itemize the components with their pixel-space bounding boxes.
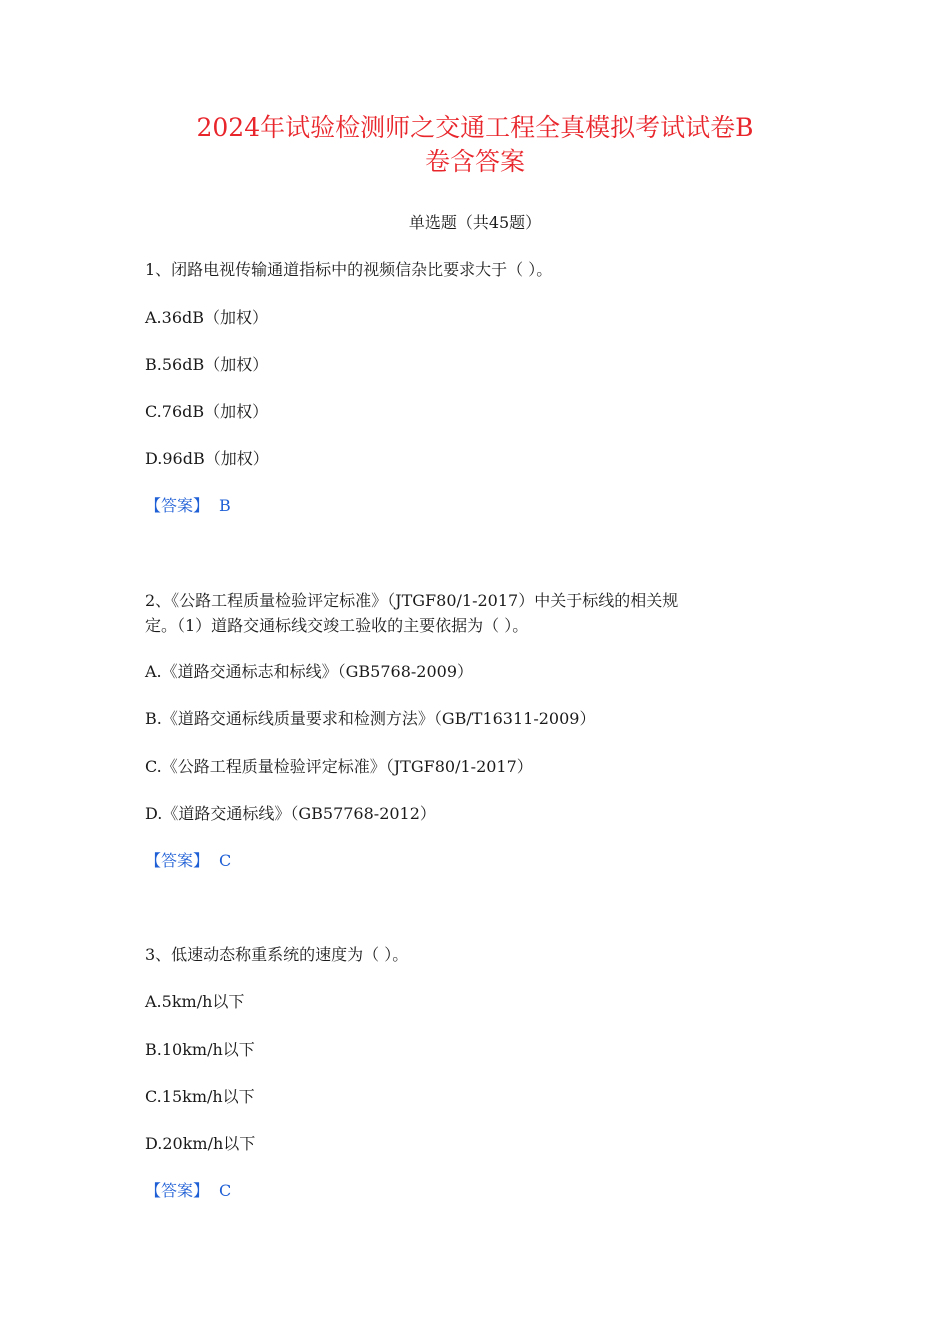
question-2-stem-line-1: 2、《公路工程质量检验评定标准》（JTGF80/1-2017）中关于标线的相关规 — [145, 591, 679, 610]
question-1-option-a: A.36dB（加权） — [145, 308, 269, 327]
answer-value: C — [219, 851, 232, 870]
question-1-option-c: C.76dB（加权） — [145, 402, 269, 421]
question-3-answer — [145, 1179, 231, 1203]
answer-value: B — [219, 496, 231, 515]
question-2-stem-line-2: 定。（1）道路交通标线交竣工验收的主要依据为（ ）。 — [145, 616, 529, 635]
question-3-option-d: D.20km/h以下 — [145, 1134, 256, 1153]
document-title-line-1: 2024年试验检测师之交通工程全真模拟考试试卷B — [196, 113, 754, 142]
answer-value: C — [219, 1181, 232, 1200]
question-3-option-a: A.5km/h以下 — [145, 992, 245, 1011]
answer-label: 【答案】 — [145, 851, 210, 870]
question-2-option-d: D.《道路交通标线》（GB57768-2012） — [145, 804, 436, 823]
document-title-line-2: 卷含答案 — [424, 147, 525, 176]
question-1-option-b: B.56dB（加权） — [145, 355, 269, 374]
question-2-option-c: C.《公路工程质量检验评定标准》（JTGF80/1-2017） — [145, 757, 533, 776]
answer-label: 【答案】 — [145, 496, 210, 515]
question-2-option-b: B.《道路交通标线质量要求和检测方法》（GB/T16311-2009） — [145, 709, 596, 728]
question-1-answer — [145, 494, 231, 518]
question-2-option-a: A.《道路交通标志和标线》（GB5768-2009） — [145, 662, 474, 681]
question-1-stem: 1、闭路电视传输通道指标中的视频信杂比要求大于（ ）。 — [145, 260, 553, 279]
section-heading: 单选题（共45题） — [408, 213, 542, 232]
question-3-option-c: C.15km/h以下 — [145, 1087, 255, 1106]
question-3-option-b: B.10km/h以下 — [145, 1040, 255, 1059]
question-3-stem: 3、低速动态称重系统的速度为（ ）。 — [145, 945, 409, 964]
question-2-answer — [145, 849, 231, 873]
answer-label: 【答案】 — [145, 1181, 210, 1200]
question-1-option-d: D.96dB（加权） — [145, 449, 269, 468]
